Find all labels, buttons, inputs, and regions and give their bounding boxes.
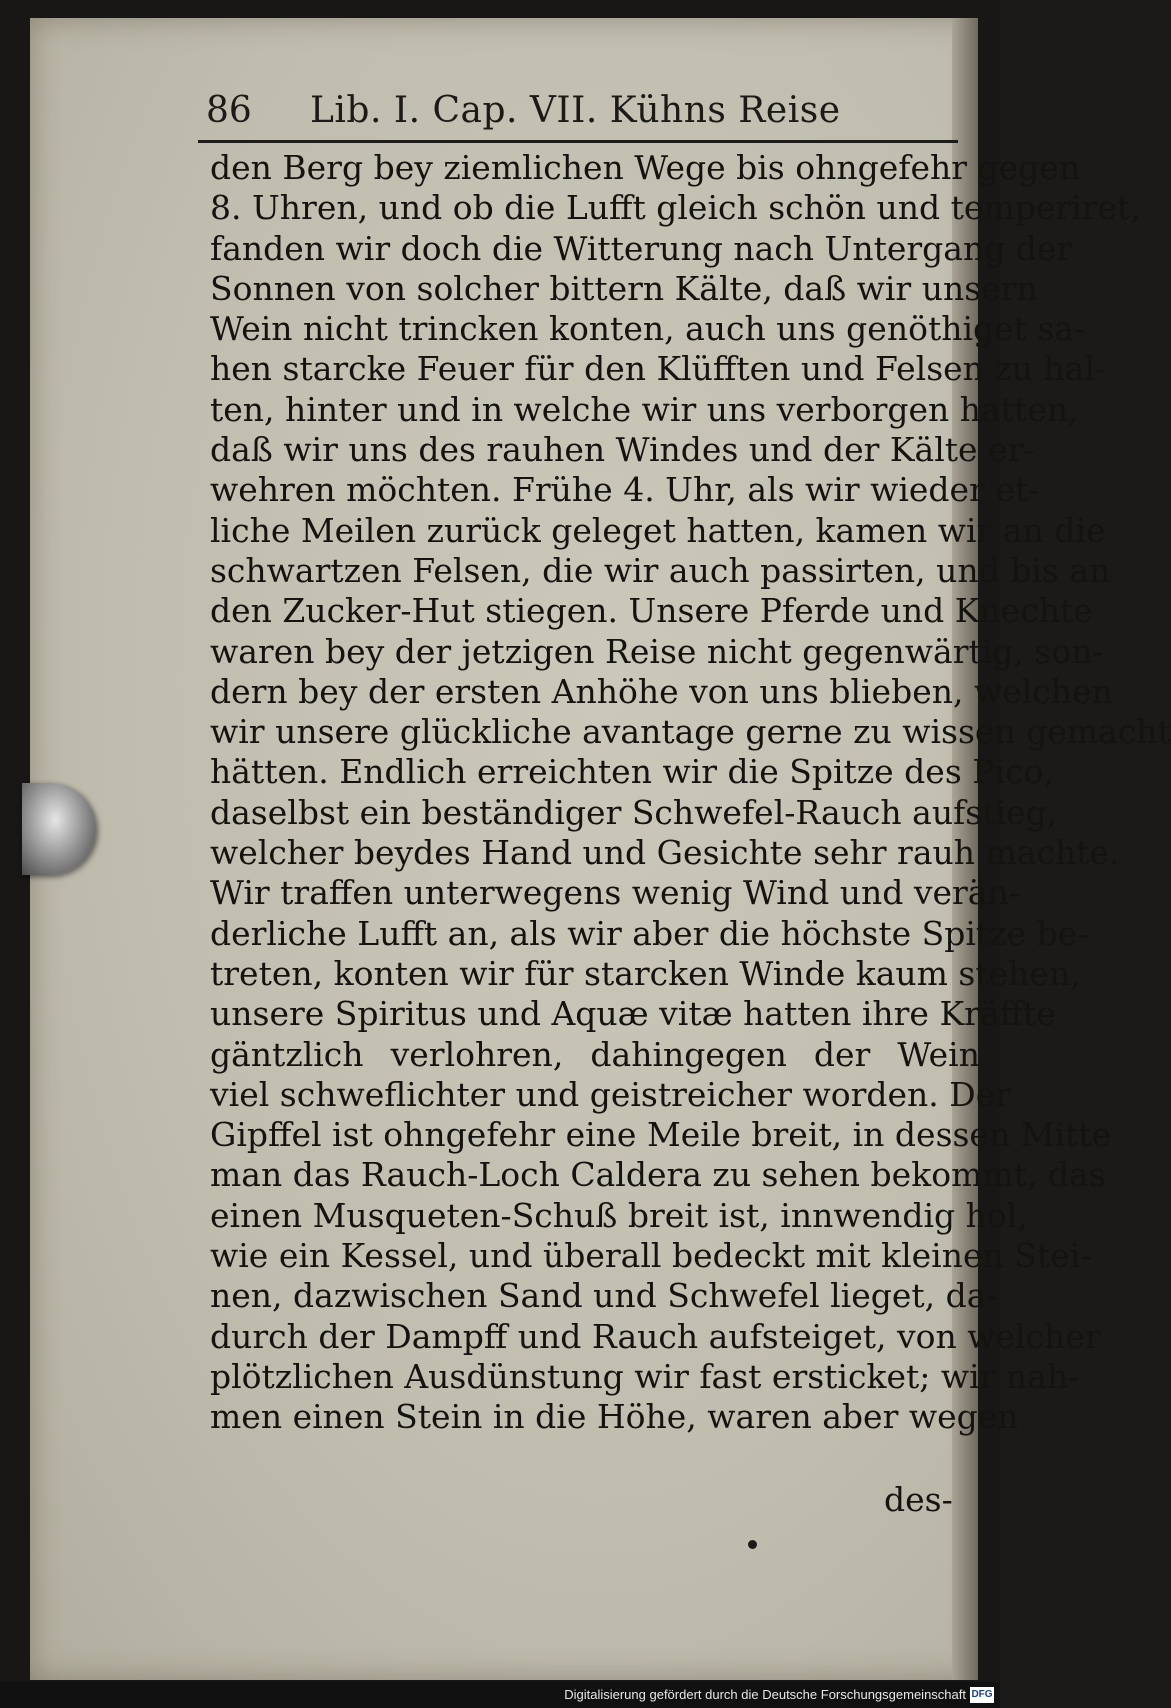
text-line: nen, dazwischen Sand und Schwefel lieget, da- [210,1276,998,1316]
text-line: Sonnen von solcher bittern Kälte, daß wir unsern [210,268,1038,308]
text-line: man das Rauch-Loch Caldera zu sehen bekommt, das [210,1155,1106,1195]
text-line: dern bey der ersten Anhöhe von uns blieben, welchen [210,671,1113,711]
text-line: waren bey der jetzigen Reise nicht gegenwärtig, son- [210,631,1104,671]
digitization-credit: Digitalisierung gefördert durch die Deutsche Forschungsgemeinschaft [564,1687,966,1702]
text-line: hätten. Endlich erreichten wir die Spitze des Pico, [210,752,1054,792]
running-title: Lib. I. Cap. VII. Kühns Reise [310,90,841,131]
page-number: 86 [206,90,252,131]
text-line: einen Musqueten-Schuß breit ist, innwendig hol, [210,1195,1028,1235]
text-line: treten, konten wir für starcken Winde kaum stehen, [210,953,1081,993]
text-line: gäntzlich verlohren, dahingegen der Wein [210,1034,980,1074]
binding-clip [22,783,96,875]
text-line: unsere Spiritus und Aquæ vitæ hatten ihre Kräffte [210,994,1056,1034]
text-line: liche Meilen zurück geleget hatten, kamen wir an die [210,510,1106,550]
dfg-logo: DFG [970,1687,994,1703]
text-line: den Zucker-Hut stiegen. Unsere Pferde und Knechte [210,591,1093,631]
text-line: welcher beydes Hand und Gesichte sehr rauh machte. [210,833,1120,873]
text-line: viel schweflichter und geistreicher worden. Der [210,1074,1012,1114]
text-line: 8. Uhren, und ob die Lufft gleich schön und temperiret, [210,188,1141,228]
text-line: wehren möchten. Frühe 4. Uhr, als wir wieder et- [210,470,1040,510]
text-line: derliche Lufft an, als wir aber die höchste Spitze be- [210,913,1089,953]
text-line: wie ein Kessel, und überall bedeckt mit kleinen Stei- [210,1236,1092,1276]
text-line: Wir traffen unterwegens wenig Wind und verän- [210,873,1020,913]
text-line: men einen Stein in die Höhe, waren aber wegen [210,1397,1019,1437]
text-line: ten, hinter und in welche wir uns verborgen hatten, [210,389,1079,429]
text-line: fanden wir doch die Witterung nach Untergang der [210,228,1073,268]
header-rule [198,140,958,143]
text-line: hen starcke Feuer für den Klüfften und Felsen zu hal- [210,349,1107,389]
text-line: daselbst ein beständiger Schwefel-Rauch aufstieg, [210,792,1058,832]
text-line: durch der Dampff und Rauch aufsteiget, von welcher [210,1316,1101,1356]
catchword: des- [884,1480,953,1519]
text-line: plötzlichen Ausdünstung wir fast ersticket; wir nah- [210,1356,1080,1396]
body-text [210,148,1171,1438]
text-line: daß wir uns des rauhen Windes und der Kälte er- [210,430,1035,470]
text-line: schwartzen Felsen, die wir auch passirten, und bis an [210,550,1111,590]
text-line: den Berg bey ziemlichen Wege bis ohngefehr gegen [210,148,1081,187]
ink-spot [748,1540,757,1549]
text-line: Wein nicht trincken konten, auch uns genöthiget sa- [210,309,1086,349]
page-header [170,82,960,140]
text-line: wir unsere glückliche avantage gerne zu wissen gemacht [210,712,1171,752]
text-line: Gipffel ist ohngefehr eine Meile breit, in dessen Mitte [210,1115,1112,1155]
